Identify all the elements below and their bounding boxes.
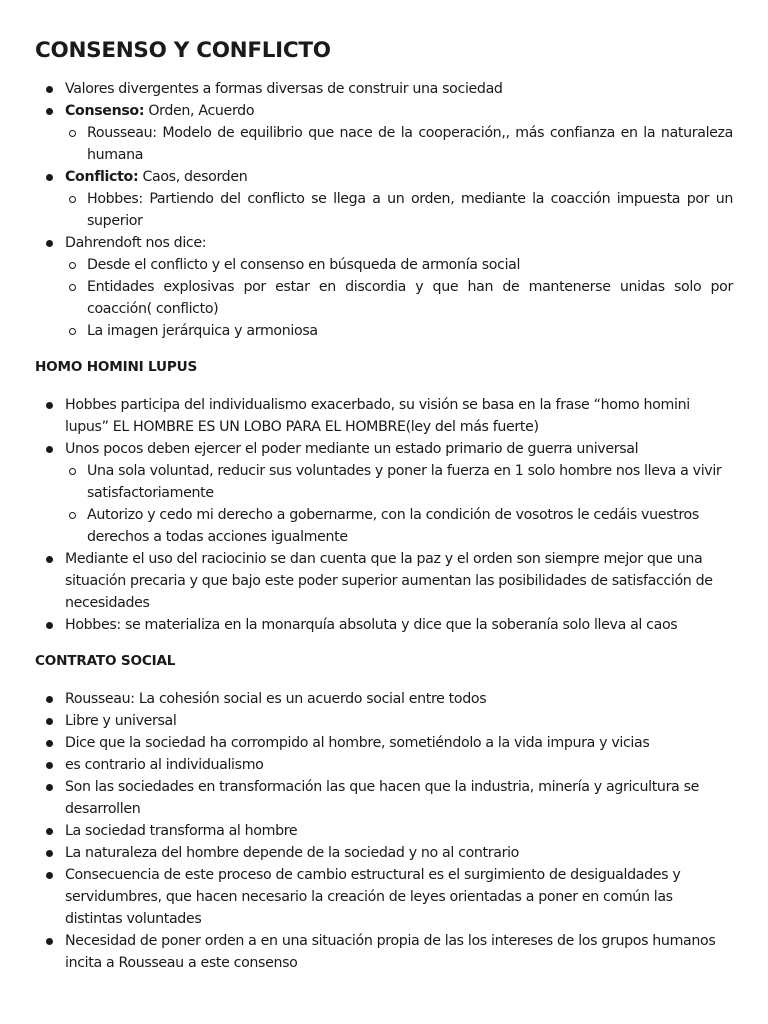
list-item: Rousseau: La cohesión social es un acuerdo social entre todos [35,688,733,710]
sub-list-item: La imagen jerárquica y armoniosa [35,320,733,342]
list-item: Dice que la sociedad ha corrompido al hombre, sometiéndolo a la vida impura y vicias [35,732,733,754]
term-label: Conflicto: [65,169,139,185]
list-item: Unos pocos deben ejercer el poder mediante un estado primario de guerra universal [35,438,733,460]
list-item: Hobbes: se materializa en la monarquía absoluta y dice que la soberanía solo lleva al caos [35,614,733,636]
list-item: Libre y universal [35,710,733,732]
bullet-icon [46,240,53,247]
section-heading: CONTRATO SOCIAL [35,653,176,669]
hollow-bullet-icon [69,196,76,203]
section-list-consenso [35,78,733,342]
sub-list-item: Autorizo y cedo mi derecho a gobernarme, con la condición de vosotros le cedáis vuestros derechos a todas acciones igualmente [35,504,733,548]
list-item: La naturaleza del hombre depende de la sociedad y no al contrario [35,842,733,864]
list-item: es contrario al individualismo [35,754,733,776]
bullet-icon [46,850,53,857]
bullet-icon [46,86,53,93]
bullet-icon [46,446,53,453]
bullet-icon [46,696,53,703]
document-title: CONSENSO Y CONFLICTO [35,38,331,63]
sub-list-item: Desde el conflicto y el consenso en búsqueda de armonía social [35,254,733,276]
section-heading: HOMO HOMINI LUPUS [35,359,198,375]
list-item: Dahrendoft nos dice: [35,232,733,254]
list-item: Son las sociedades en transformación las que hacen que la industria, minería y agricultura se desarrollen [35,776,733,820]
hollow-bullet-icon [69,284,76,291]
term-label: Consenso: [65,103,145,119]
sub-list-item: Rousseau: Modelo de equilibrio que nace de la cooperación,, más confianza en la naturaleza humana [35,122,733,166]
list-item: Consecuencia de este proceso de cambio estructural es el surgimiento de desigualdades y servidumbres, que hacen necesario la creación de leyes orientadas a poner en común las distintas voluntades [35,864,733,930]
list-item: Conflicto: Caos, desorden [35,166,733,188]
bullet-icon [46,622,53,629]
hollow-bullet-icon [69,512,76,519]
bullet-icon [46,740,53,747]
list-item: Mediante el uso del raciocinio se dan cuenta que la paz y el orden son siempre mejor que una situación precaria y que bajo este poder superior aumentan las posibilidades de satisfacción de necesidades [35,548,733,614]
bullet-icon [46,402,53,409]
bullet-icon [46,718,53,725]
bullet-icon [46,556,53,563]
list-item: Valores divergentes a formas diversas de construir una sociedad [35,78,733,100]
sub-list-item: Entidades explosivas por estar en discordia y que han de mantenerse unidas solo por coacción( conflicto) [35,276,733,320]
section-list-contrato-social [35,688,733,974]
bullet-icon [46,762,53,769]
list-item: Necesidad de poner orden a en una situación propia de las los intereses de los grupos humanos incita a Rousseau a este consenso [35,930,733,974]
list-item: Consenso: Orden, Acuerdo [35,100,733,122]
hollow-bullet-icon [69,468,76,475]
list-item: La sociedad transforma al hombre [35,820,733,842]
hollow-bullet-icon [69,328,76,335]
bullet-icon [46,938,53,945]
sub-list-item: Hobbes: Partiendo del conflicto se llega a un orden, mediante la coacción impuesta por un superior [35,188,733,232]
hollow-bullet-icon [69,130,76,137]
sub-list-item: Una sola voluntad, reducir sus voluntades y poner la fuerza en 1 solo hombre nos lleva a vivir satisfactoriamente [35,460,733,504]
bullet-icon [46,108,53,115]
list-item: Hobbes participa del individualismo exacerbado, su visión se basa en la frase “homo homini lupus” EL HOMBRE ES UN LOBO PARA EL HOMBRE(ley del más fuerte) [35,394,733,438]
hollow-bullet-icon [69,262,76,269]
bullet-icon [46,828,53,835]
bullet-icon [46,872,53,879]
bullet-icon [46,174,53,181]
bullet-icon [46,784,53,791]
section-list-homo-homini [35,394,733,636]
